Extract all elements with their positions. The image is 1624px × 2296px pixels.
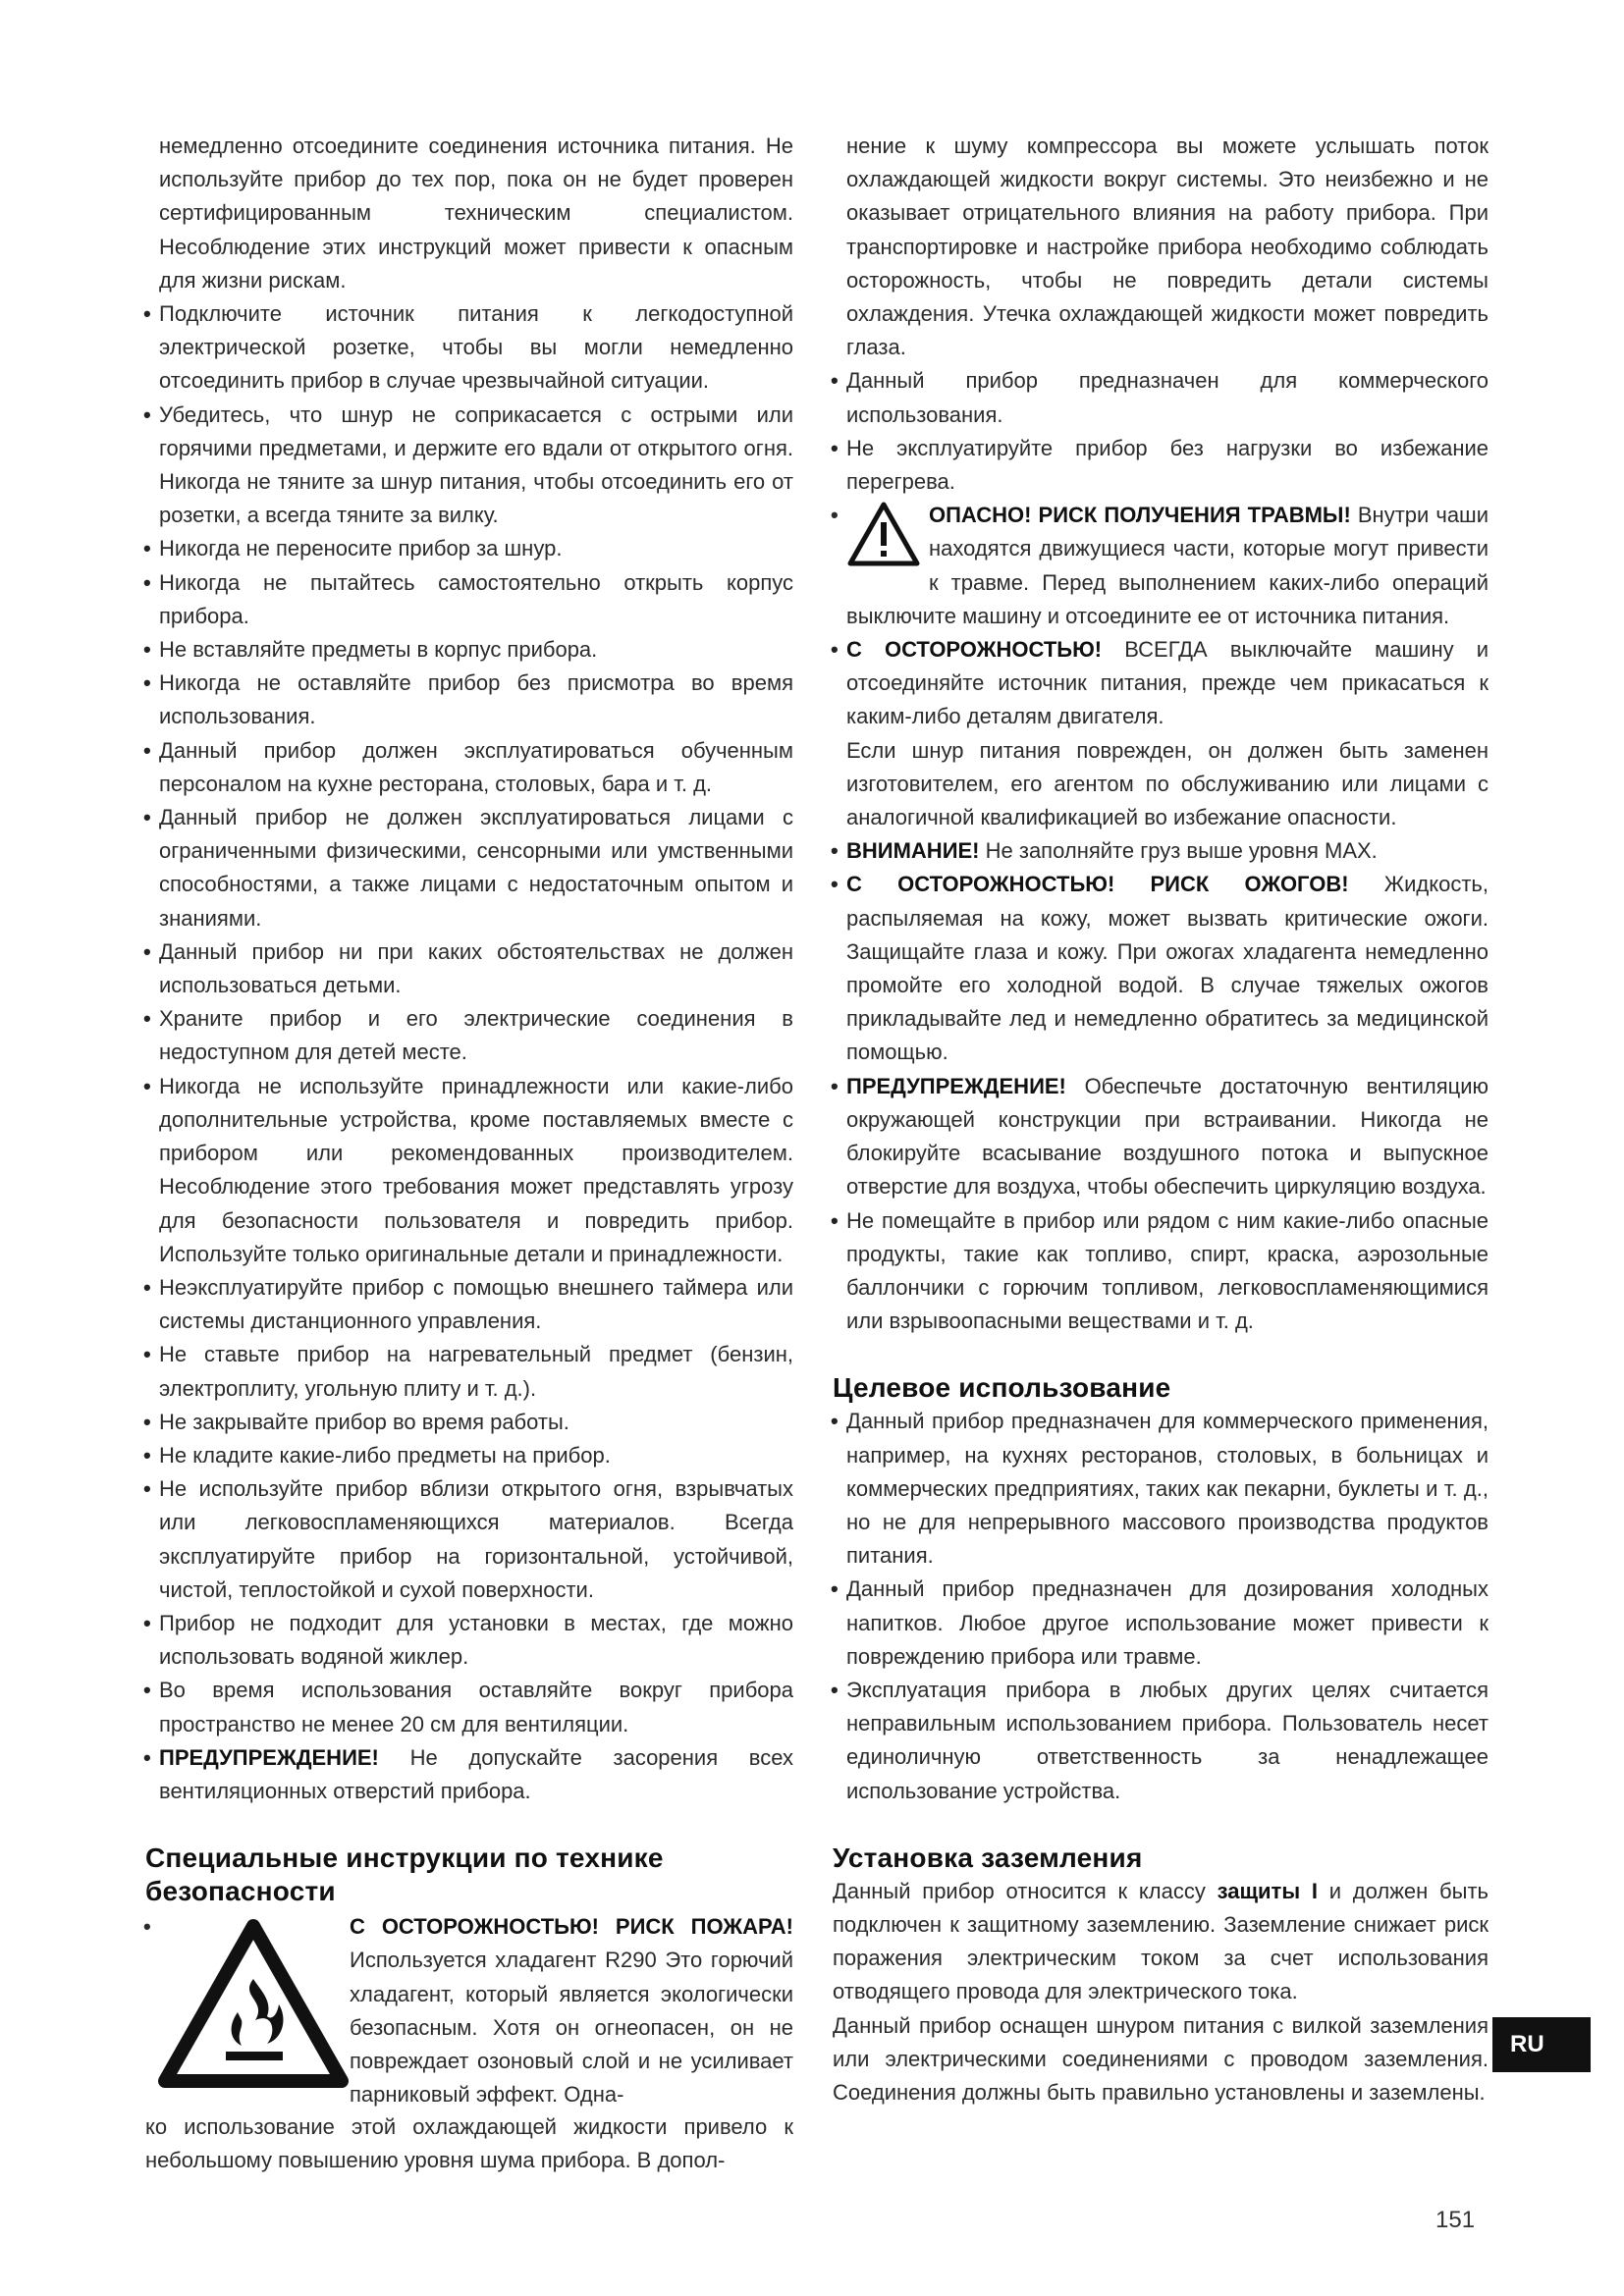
caution-label: С ОСТОРОЖНОСТЬЮ!	[846, 637, 1103, 663]
continued-paragraph: нение к шуму компрессора вы можете услышать поток охлаждающей жидкости вокруг системы. Это неизбежно и не оказывает отрицательного влияния на работу прибора. При транспортировке и настройке прибора необходимо соблюдать осторожность, чтобы не повредить детали системы охлаждения. Утечка охлаждающей жидкости может повредить глаза.	[846, 133, 1489, 360]
section-heading-intended-use: Целевое использование	[833, 1372, 1171, 1404]
list-item: • Эксплуатация прибора в любых других целях считается неправильным использованием прибора. Пользователь несет единоличную ответственность за ненадлежащее использование устройства.	[833, 1674, 1489, 1808]
grounding-text-a: Данный прибор относится к классу	[833, 1878, 1218, 1903]
attention-label: ВНИМАНИЕ!	[846, 838, 980, 864]
attention-item	[833, 834, 1489, 868]
burn-label: С ОСТОРОЖНОСТЬЮ! РИСК ОЖОГОВ!	[846, 872, 1349, 897]
fire-warning-body: Используется хладагент R290 Это горючий хладагент, который является экологически безопасным. Хотя он огнеопасен, он не повреждает озоновый слой и не усиливает парниковый эффект. Одна-	[350, 1948, 793, 2108]
warning-text: Не допускайте засорения всех вентиляционных отверстий прибора.	[159, 1744, 793, 1803]
ventilation-warning-item	[833, 1070, 1489, 1204]
list-item: • Не используйте прибор вблизи открытого огня, взрывчатых или легковоспламеняющихся материалов. Всегда эксплуатируйте прибор на горизонтальной, устойчивой, чистой, теплостойкой и сухой поверхности.	[145, 1472, 793, 1607]
page-number: 151	[1435, 2207, 1476, 2233]
bullet: •	[143, 1914, 151, 1940]
fire-warning-label: С ОСТОРОЖНОСТЬЮ! РИСК ПОЖАРА!	[350, 1914, 793, 1940]
attention-text: Не заполняйте груз выше уровня MAX.	[979, 838, 1378, 864]
language-tab: RU	[1492, 2017, 1591, 2072]
list-item: • Прибор не подходит для установки в местах, где можно использовать водяной жиклер.	[145, 1607, 793, 1674]
fire-warning-continued: ко использование этой охлаждающей жидкости привело к небольшому повышению уровня шума прибора. В допол-	[145, 2114, 793, 2173]
list-item: • Не эксплуатируйте прибор без нагрузки во избежание перегрева.	[833, 432, 1489, 499]
list-item: • Никогда не используйте принадлежности или какие-либо дополнительные устройства, кроме поставляемых вместе с прибором или рекомендованных производителем. Несоблюдение этого требования может представлять угрозу для безопасности пользователя и повредить прибор. Используйте только оригинальные детали и принадлежности.	[145, 1070, 793, 1271]
caution-item	[833, 633, 1489, 734]
section-heading-special: Специальные инструкции по технике безопасности	[145, 1842, 664, 1907]
list-item: • Храните прибор и его электрические соединения в недоступном для детей месте.	[145, 1002, 793, 1069]
caution-text: ВСЕГДА выключайте машину и отсоединяйте источник питания, прежде чем прикасаться к каким-либо деталям двигателя.	[846, 637, 1489, 729]
list-item: • Не кладите какие-либо предметы на прибор.	[145, 1439, 793, 1472]
list-item: • Данный прибор ни при каких обстоятельствах не должен использоваться детьми.	[145, 935, 793, 1002]
list-item: • Неэксплуатируйте прибор с помощью внешнего таймера или системы дистанционного управления.	[145, 1271, 793, 1338]
ventilation-label: ПРЕДУПРЕЖДЕНИЕ!	[846, 1073, 1066, 1098]
grounding-paragraph-2: Данный прибор оснащен шнуром питания с вилкой заземления или электрическими соединениями с проводом заземления. Соединения должны быть правильно установлены и заземлены.	[833, 2012, 1489, 2105]
list-item: • Не вставляйте предметы в корпус прибора.	[145, 633, 793, 667]
grounding-paragraph	[833, 1875, 1489, 2009]
list-item: • Не ставьте прибор на нагревательный предмет (бензин, электроплиту, угольную плиту и т. д.).	[145, 1338, 793, 1405]
list-item: • Данный прибор не должен эксплуатироваться лицами с ограниченными физическими, сенсорными или умственными способностями, а также лицами с недостаточным опытом и знаниями.	[145, 801, 793, 935]
list-item: • Никогда не оставляйте прибор без присмотра во время использования.	[145, 667, 793, 733]
list-item: • Подключите источник питания к легкодоступной электрической розетке, чтобы вы могли немедленно отсоединить прибор в случае чрезвычайной ситуации.	[145, 297, 793, 399]
grounding-text-c: и должен быть подключен к защитному заземлению. Заземление снижает риск поражения электрическим током за счет использования отводящего провода для электрического тока.	[833, 1878, 1489, 2004]
danger-warning-item	[833, 499, 1489, 633]
list-item: • Не закрывайте прибор во время работы.	[145, 1406, 793, 1439]
cord-paragraph: Если шнур питания поврежден, он должен быть заменен изготовителем, его агентом по обслуживанию или лицами с аналогичной квалификацией во избежание опасности.	[846, 737, 1489, 830]
section-heading-grounding: Установка заземления	[833, 1842, 1143, 1873]
ventilation-text: Обеспечьте достаточную вентиляцию окружающей конструкции при встраивании. Никогда не блокируйте всасывание воздушного потока и выпускное отверстие для воздуха, чтобы обеспечить циркуляцию воздуха.	[846, 1073, 1489, 1200]
list-item: • Убедитесь, что шнур не соприкасается с острыми или горячими предметами, и держите его вдали от открытого огня. Никогда не тяните за шнур питания, чтобы отсоединить его от розетки, а всегда тяните за вилку.	[145, 399, 793, 533]
vent-warning-item	[145, 1741, 793, 1808]
list-item: • Данный прибор предназначен для коммерческого использования.	[833, 364, 1489, 431]
right-column	[833, 130, 1489, 2109]
list-item: • Не помещайте в прибор или рядом с ним какие-либо опасные продукты, такие как топливо, спирт, краска, аэрозольные баллончики с горючим топливом, легковоспламеняющимися или взрывоопасными веществами и т. д.	[833, 1204, 1489, 1339]
warning-triangle-icon	[846, 501, 921, 567]
list-item: • Никогда не пытайтесь самостоятельно открыть корпус прибора.	[145, 566, 793, 633]
list-item: • Данный прибор должен эксплуатироваться обученным персоналом на кухне ресторана, столовых, бара и т. д.	[145, 734, 793, 801]
burn-warning-item	[833, 868, 1489, 1069]
list-item: • Никогда не переносите прибор за шнур.	[145, 532, 793, 565]
list-item: • Данный прибор предназначен для дозирования холодных напитков. Любое другое использование может привести к повреждению прибора или травме.	[833, 1573, 1489, 1674]
danger-text: Внутри чаши находятся движущиеся части, которые могут привести к травме. Перед выполнением каких-либо операций выключите машину и отсоедините ее от источника питания.	[846, 503, 1489, 628]
list-item: • Во время использования оставляйте вокруг прибора пространство не менее 20 см для вентиляции.	[145, 1674, 793, 1740]
protection-class: защиты I	[1217, 1878, 1318, 1903]
fire-warning-block	[145, 1910, 793, 2163]
burn-text: Жидкость, распыляемая на кожу, может вызвать критические ожоги. Защищайте глаза и кожу. При ожогах хладагента немедленно промойте его холодной водой. В случае тяжелых ожогов прикладывайте лед и немедленно обратитесь за медицинской помощью.	[846, 872, 1489, 1065]
left-column	[145, 130, 793, 2178]
flammable-warning-icon	[157, 1918, 350, 2091]
list-item: • Данный прибор предназначен для коммерческого применения, например, на кухнях ресторанов, столовых, в больницах и коммерческих предприятиях, таких как пекарни, буклеты и т. д., но не для непрерывного массового производства продуктов питания.	[833, 1405, 1489, 1573]
warning-label: ПРЕДУПРЕЖДЕНИЕ!	[159, 1744, 379, 1770]
danger-label: ОПАСНО! РИСК ПОЛУЧЕНИЯ ТРАВМЫ!	[929, 503, 1351, 528]
intro-paragraph: немедленно отсоедините соединения источника питания. Не используйте прибор до тех пор, пока он не будет проверен сертифицированным техническим специалистом. Несоблюдение этих инструкций может привести к опасным для жизни рискам.	[159, 133, 793, 293]
fire-warning-text	[350, 1910, 793, 2111]
